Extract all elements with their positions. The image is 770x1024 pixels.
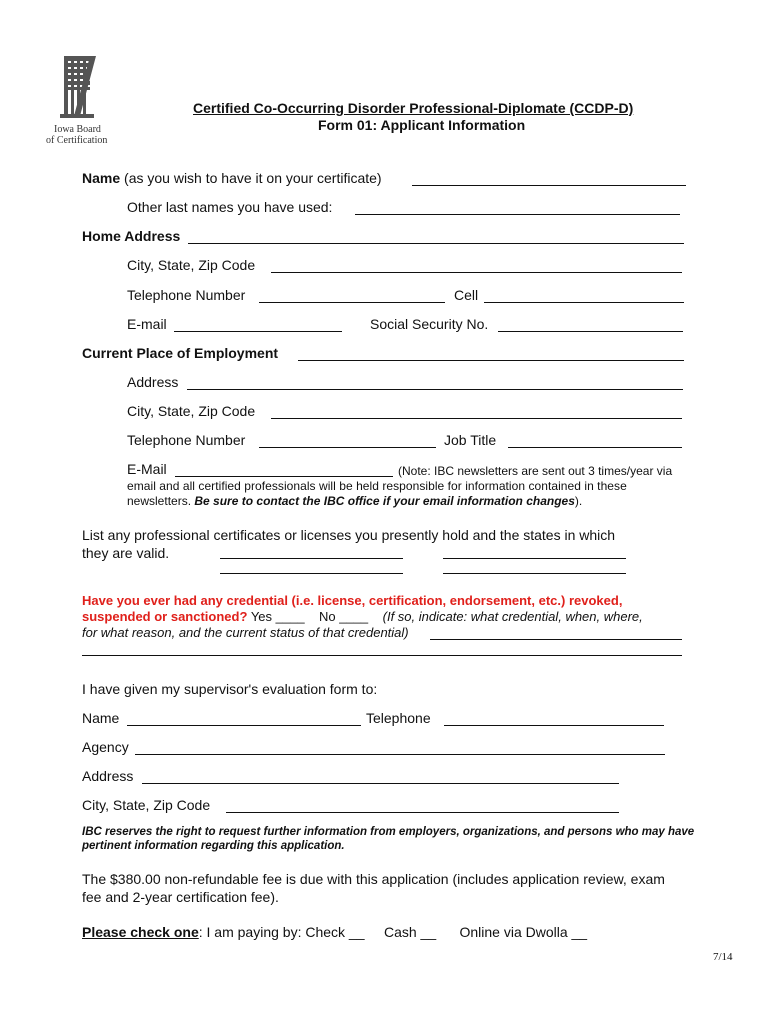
employer-city-underline — [271, 418, 682, 419]
payment-online-option[interactable]: Online via Dwolla __ — [459, 924, 588, 940]
credential-instruction-1: (If so, indicate: what credential, when, where, — [382, 609, 643, 624]
credential-question-line2 — [82, 609, 643, 624]
supervisor-intro: I have given my supervisor's evaluation form to: — [82, 681, 378, 697]
form-title: Certified Co-Occurring Disorder Professional-Diplomate (CCDP-D) — [193, 100, 634, 116]
supervisor-name-underline — [127, 725, 361, 726]
supervisor-name-label: Name — [82, 710, 120, 726]
other-names-label: Other last names you have used: — [127, 199, 333, 215]
note-line3-bold: Be sure to contact the IBC office if your email information changes — [194, 494, 575, 508]
name-underline — [412, 185, 686, 186]
email-label: E-mail — [127, 316, 167, 332]
home-address-underline — [188, 243, 684, 244]
name-hint: (as you wish to have it on your certificate) — [124, 170, 382, 186]
employer-telephone-underline — [259, 447, 436, 448]
cell-label: Cell — [454, 287, 479, 303]
newsletter-note-line3 — [127, 494, 582, 508]
supervisor-agency-underline — [135, 754, 665, 755]
cell-underline — [484, 302, 684, 303]
certificate-underline-3 — [220, 573, 403, 574]
supervisor-telephone-underline — [444, 725, 664, 726]
home-city-label: City, State, Zip Code — [127, 257, 256, 273]
note-line3-start: newsletters. — [127, 494, 192, 508]
job-title-label: Job Title — [444, 432, 497, 448]
form-subtitle: Form 01: Applicant Information — [318, 117, 526, 133]
home-telephone-underline — [259, 302, 445, 303]
employer-email-underline — [175, 476, 393, 477]
credential-yes[interactable]: Yes ____ — [250, 609, 305, 624]
disclaimer-line2: pertinent information regarding this application. — [82, 840, 345, 852]
job-title-underline — [508, 447, 682, 448]
ssn-label: Social Security No. — [370, 316, 489, 332]
employer-city-label: City, State, Zip Code — [127, 403, 256, 419]
supervisor-telephone-label: Telephone — [366, 710, 431, 726]
home-telephone-label: Telephone Number — [127, 287, 246, 303]
supervisor-city-underline — [226, 812, 619, 813]
credential-instruction-line2: for what reason, and the current status of that credential) — [82, 625, 409, 640]
supervisor-address-label: Address — [82, 768, 134, 784]
employer-underline — [298, 360, 684, 361]
home-address-label: Home Address — [82, 228, 181, 244]
employer-address-underline — [187, 389, 683, 390]
ssn-underline — [498, 331, 683, 332]
logo-line1: Iowa Board — [54, 124, 101, 135]
credential-question-bold: suspended or sanctioned? — [82, 609, 248, 624]
credential-explanation-underline-2 — [82, 655, 682, 656]
employer-telephone-label: Telephone Number — [127, 432, 246, 448]
ibc-emblem-icon — [42, 54, 122, 126]
name-label: Name — [82, 170, 121, 186]
name-row — [82, 170, 382, 186]
credential-question-line1: Have you ever had any credential (i.e. license, certification, endorsement, etc.) revoked, — [82, 593, 623, 608]
fee-line2: fee and 2-year certification fee). — [82, 889, 279, 905]
supervisor-agency-label: Agency — [82, 739, 129, 755]
iowa-board-logo — [42, 54, 122, 149]
home-city-underline — [271, 272, 682, 273]
credential-no[interactable]: No ____ — [319, 609, 369, 624]
fee-line1: The $380.00 non-refundable fee is due with this application (includes application review, exam — [82, 871, 665, 887]
certificates-line1: List any professional certificates or licenses you presently hold and the states in which — [82, 527, 616, 543]
supervisor-address-underline — [142, 783, 619, 784]
newsletter-note-line2: email and all certified professionals will be held responsible for information contained in these — [127, 479, 627, 493]
logo-line2: of Certification — [46, 135, 108, 146]
payment-label: Please check one — [82, 924, 199, 940]
other-names-underline — [355, 214, 680, 215]
supervisor-city-label: City, State, Zip Code — [82, 797, 211, 813]
payment-prompt: : I am paying by: — [198, 924, 302, 940]
note-line3-end: ). — [574, 494, 583, 508]
employment-heading: Current Place of Employment — [82, 345, 279, 361]
email-underline — [174, 331, 342, 332]
certificates-line2: they are valid. — [82, 545, 170, 561]
version-label: 7/14 — [713, 951, 733, 963]
payment-check-option[interactable]: Check __ — [305, 924, 365, 940]
certificate-underline-4 — [443, 573, 626, 574]
newsletter-note-line1: (Note: IBC newsletters are sent out 3 times/year via — [398, 464, 673, 478]
employer-address-label: Address — [127, 374, 179, 390]
employer-email-label: E-Mail — [127, 461, 167, 477]
payment-row — [82, 924, 587, 940]
disclaimer-line1: IBC reserves the right to request further information from employers, organizations, and persons who may have — [82, 826, 695, 838]
payment-cash-option[interactable]: Cash __ — [383, 924, 437, 940]
